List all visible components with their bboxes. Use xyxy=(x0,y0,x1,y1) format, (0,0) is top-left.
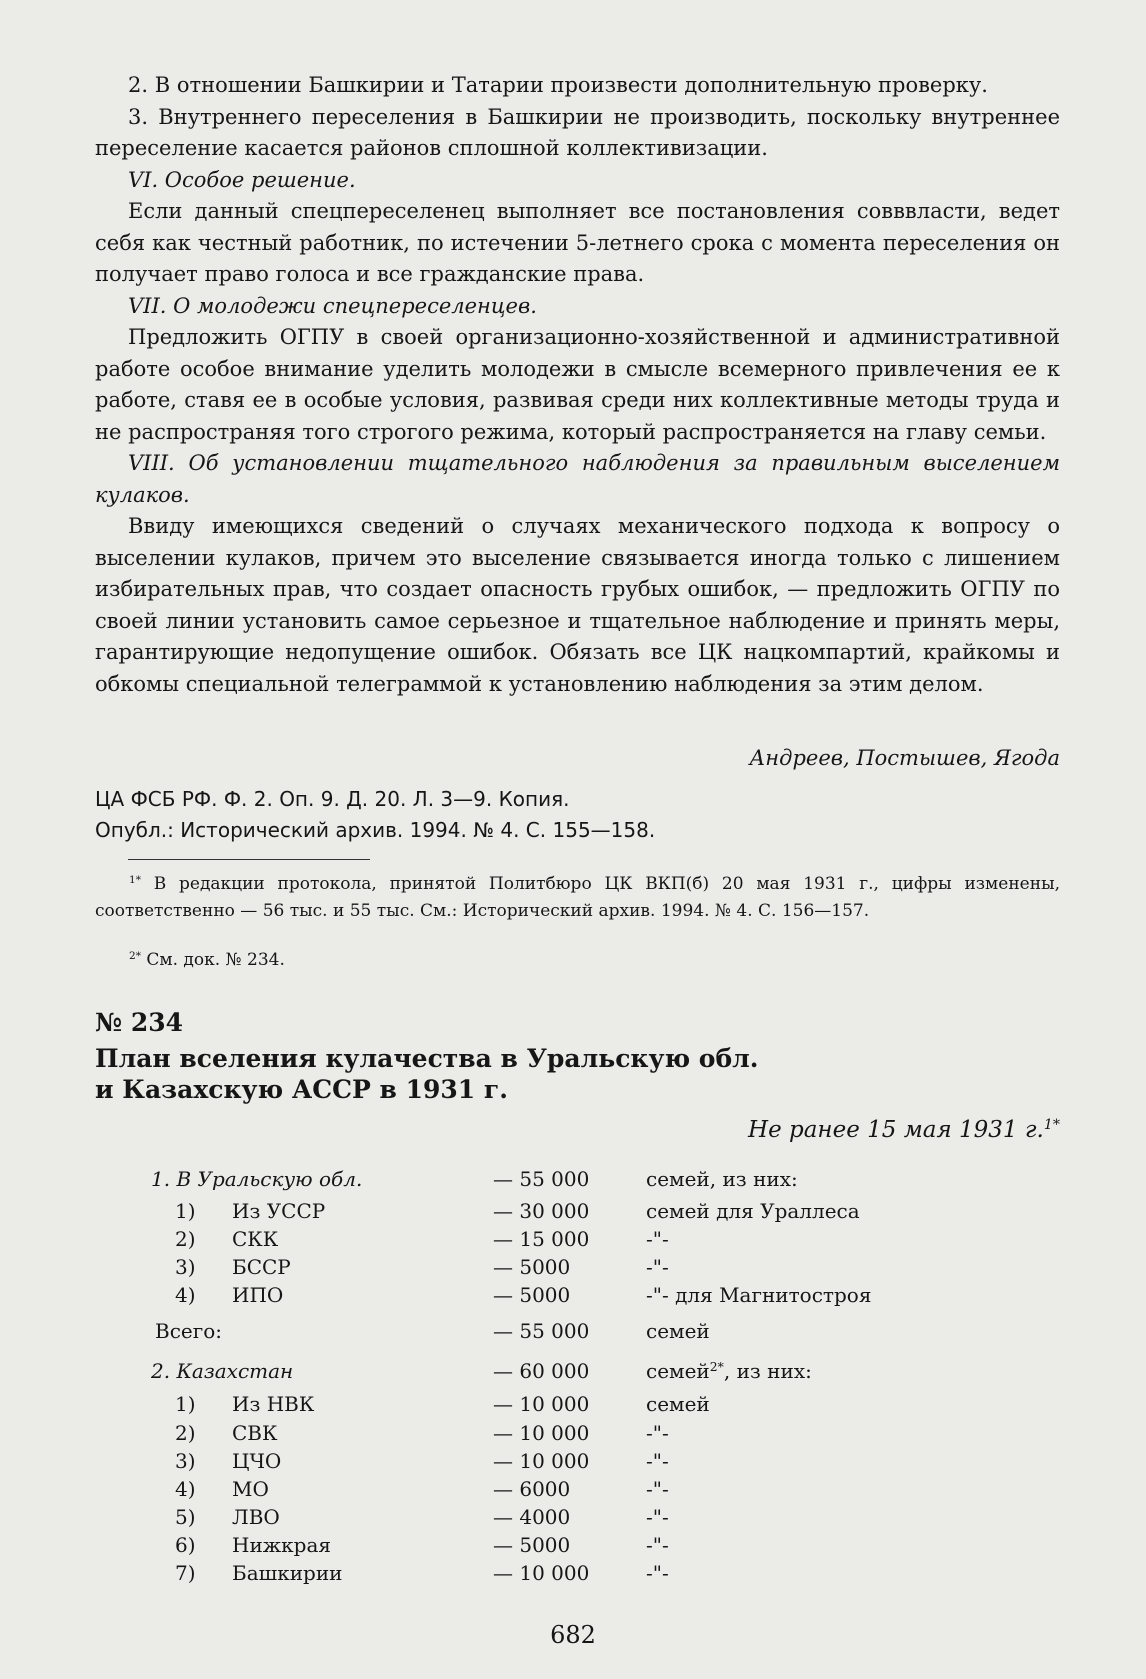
row-note: -"- xyxy=(646,1505,669,1529)
row-origin: СВК xyxy=(232,1421,278,1445)
title-line: План вселения кулачества в Уральскую обл. xyxy=(95,1044,759,1073)
row-note: -"- xyxy=(646,1449,669,1473)
region-heading: 2. Казахстан xyxy=(151,1359,294,1383)
total-label: Всего: xyxy=(155,1319,222,1343)
paragraph: Ввиду имеющихся сведений о случаях механического подхода к вопросу о выселении кулаков, причем это выселение связывается иногда только с лишением избирательных прав, что создает опасность грубых ошибок, — предложить ОГПУ по своей линии установить самое серьезное и тщательное наблюдение и принять меры, гарантирующие недопущение ошибок. Обязать все ЦК нацкомпартий, крайкомы и обкомы специальной телеграммой к установлению наблюдения за этим делом. xyxy=(95,514,1060,696)
footnote-mark: 2* xyxy=(129,950,141,963)
row-note: -"- xyxy=(646,1255,669,1279)
row-number: 1) xyxy=(175,1392,196,1416)
archive-source: ЦА ФСБ РФ. Ф. 2. Оп. 9. Д. 20. Л. 3—9. Копия. xyxy=(95,787,570,811)
row-value: — 15 000 xyxy=(493,1227,590,1251)
row-note: -"- для Магнитостроя xyxy=(646,1283,872,1307)
paragraph: 3. Внутреннего переселения в Башкирии не производить, поскольку внутреннее переселение касается районов сплошной коллективизации. xyxy=(95,104,1060,160)
row-number: 7) xyxy=(175,1561,196,1585)
signatures: Андреев, Постышев, Ягода xyxy=(749,746,1060,770)
row-origin: Нижкрая xyxy=(232,1533,332,1557)
row-note: семей для Ураллеса xyxy=(646,1199,860,1223)
row-note: -"- xyxy=(646,1533,669,1557)
region-heading: 1. В Уральскую обл. xyxy=(151,1167,363,1191)
document-number: № 234 xyxy=(95,1008,184,1037)
row-value: — 10 000 xyxy=(493,1392,590,1416)
row-number: 3) xyxy=(175,1255,196,1279)
region-note xyxy=(646,1359,812,1383)
table-row xyxy=(0,1227,1146,1255)
section-heading: VII. О молодежи спецпереселенцев. xyxy=(128,293,537,318)
row-value: — 6000 xyxy=(493,1477,571,1501)
footnote-divider xyxy=(128,859,370,860)
row-number: 4) xyxy=(175,1283,196,1307)
row-note: -"- xyxy=(646,1477,669,1501)
row-note: -"- xyxy=(646,1227,669,1251)
row-number: 3) xyxy=(175,1449,196,1473)
row-note: семей xyxy=(646,1392,710,1416)
page-number: 682 xyxy=(550,1621,596,1649)
title-line: и Казахскую АССР в 1931 г. xyxy=(95,1075,508,1104)
row-value: — 4000 xyxy=(493,1505,571,1529)
table-row xyxy=(0,1392,1146,1420)
publication-source: Опубл.: Исторический архив. 1994. № 4. С. 155—158. xyxy=(95,818,656,842)
region-value: — 55 000 xyxy=(493,1167,590,1191)
row-value: — 30 000 xyxy=(493,1199,590,1223)
region-note-mark: 2* xyxy=(709,1359,724,1375)
section-heading: VI. Особое решение. xyxy=(128,167,356,192)
table-row xyxy=(0,1199,1146,1227)
footnote-text: См. док. № 234. xyxy=(140,950,285,970)
table-row xyxy=(0,1255,1146,1283)
row-number: 2) xyxy=(175,1421,196,1445)
row-value: — 5000 xyxy=(493,1533,571,1557)
table-row xyxy=(0,1505,1146,1533)
document-title xyxy=(95,1043,1060,1105)
paragraph: 2. В отношении Башкирии и Татарии произвести дополнительную проверку. xyxy=(128,73,988,97)
row-origin: ЛВО xyxy=(232,1505,280,1529)
row-origin: СКК xyxy=(232,1227,279,1251)
table-section-heading xyxy=(0,1359,1146,1387)
row-origin: БССР xyxy=(232,1255,291,1279)
row-number: 6) xyxy=(175,1533,196,1557)
row-number: 2) xyxy=(175,1227,196,1251)
table-row xyxy=(0,1421,1146,1449)
row-origin: ЦЧО xyxy=(232,1449,282,1473)
paragraph: Если данный спецпереселенец выполняет все постановления совввласти, ведет себя как честный работник, по истечении 5-летнего срока с момента переселения он получает право голоса и все гражданские права. xyxy=(95,199,1060,286)
table-row xyxy=(0,1283,1146,1311)
row-value: — 5000 xyxy=(493,1255,571,1279)
row-origin: Из УССР xyxy=(232,1199,326,1223)
footnote-mark: 1* xyxy=(129,874,141,887)
document-date xyxy=(95,1117,1060,1143)
footnote xyxy=(95,947,1060,974)
row-number: 4) xyxy=(175,1477,196,1501)
footnote xyxy=(95,871,1060,925)
row-note: -"- xyxy=(646,1561,669,1585)
table-row xyxy=(0,1477,1146,1505)
footnote-text: В редакции протокола, принятой Политбюро ЦК ВКП(б) 20 мая 1931 г., цифры изменены, соответственно — 56 тыс. и 55 тыс. См.: Исторический архив. 1994. № 4. С. 156—157. xyxy=(95,874,1060,921)
date-footnote-mark: 1* xyxy=(1043,1117,1060,1134)
row-value: — 10 000 xyxy=(493,1561,590,1585)
row-number: 1) xyxy=(175,1199,196,1223)
total-note: семей xyxy=(646,1319,710,1343)
region-note: семей, из них: xyxy=(646,1167,798,1191)
row-origin: Из НВК xyxy=(232,1392,315,1416)
row-note: -"- xyxy=(646,1421,669,1445)
row-origin: ИПО xyxy=(232,1283,284,1307)
paragraph: Предложить ОГПУ в своей организационно-хозяйственной и административной работе особое внимание уделить молодежи в смысле всемерного привлечения ее к работе, ставя ее в особые условия, развивая среди них коллективные методы труда и не распространяя того строгого режима, который распространяется на главу семьи. xyxy=(95,325,1060,444)
main-text xyxy=(95,70,1060,700)
region-note-tail: , из них: xyxy=(723,1359,812,1383)
table-row xyxy=(0,1533,1146,1561)
region-value: — 60 000 xyxy=(493,1359,590,1383)
row-origin: Башкирии xyxy=(232,1561,343,1585)
region-note-text: семей xyxy=(646,1359,710,1383)
table-section-heading xyxy=(0,1167,1146,1195)
row-value: — 5000 xyxy=(493,1283,571,1307)
row-value: — 10 000 xyxy=(493,1421,590,1445)
row-value: — 10 000 xyxy=(493,1449,590,1473)
table-row xyxy=(0,1561,1146,1589)
total-value: — 55 000 xyxy=(493,1319,590,1343)
table-total-row xyxy=(0,1319,1146,1347)
table-row xyxy=(0,1449,1146,1477)
date-text: Не ранее 15 мая 1931 г. xyxy=(748,1117,1044,1143)
row-number: 5) xyxy=(175,1505,196,1529)
row-origin: МО xyxy=(232,1477,269,1501)
section-heading: VIII. Об установлении тщательного наблюдения за правильным выселением кулаков. xyxy=(95,451,1060,507)
